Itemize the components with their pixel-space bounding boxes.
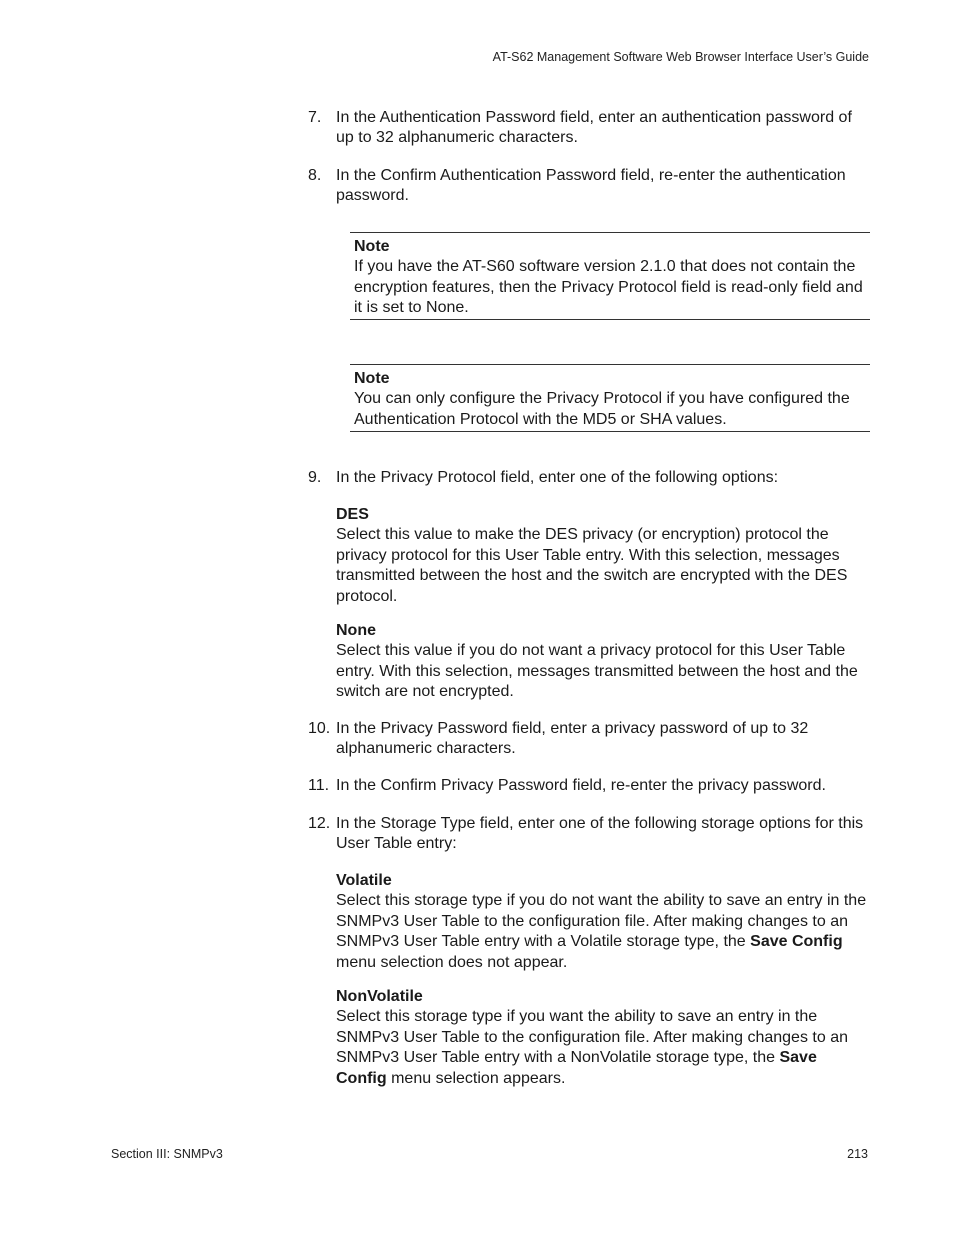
step-text: In the Privacy Password field, enter a privacy password of up to 32 alphanumeric characters. (336, 720, 809, 758)
note-title: Note (354, 238, 390, 255)
step-number: 12. (308, 815, 331, 832)
option-description (336, 891, 870, 973)
note-box (350, 364, 870, 432)
running-header: AT-S62 Management Software Web Browser Interface User’s Guide (492, 50, 869, 64)
option-des (336, 505, 870, 607)
step-text: In the Privacy Protocol field, enter one of the following options: (336, 469, 779, 486)
option-term: DES (336, 506, 369, 523)
option-description (336, 1007, 870, 1089)
step-text: In the Confirm Authentication Password field, re-enter the authentication password. (336, 167, 846, 205)
option-text-part: Select this storage type if you want the ability to save an entry in the SNMPv3 User Table to the configuration file. After making changes to an SNMPv3 User Table entry with a NonVolatile storage type, the (336, 1008, 848, 1067)
step-number: 7. (308, 109, 322, 126)
step-number: 10. (308, 720, 331, 737)
option-text-part: Select this storage type if you do not want the ability to save an entry in the SNMPv3 User Table to the configuration file. After making changes to an SNMPv3 User Table entry with a Volatile storage type, the (336, 892, 867, 951)
option-none (336, 621, 870, 703)
note-text: You can only configure the Privacy Protocol if you have configured the Authentication Protocol with the MD5 or SHA values. (354, 390, 850, 428)
step-text: In the Storage Type field, enter one of the following storage options for this User Table entry: (336, 815, 864, 853)
step-number: 8. (308, 167, 322, 184)
option-term: NonVolatile (336, 988, 423, 1005)
note-title: Note (354, 370, 390, 387)
step-text: In the Authentication Password field, enter an authentication password of up to 32 alphanumeric characters. (336, 109, 852, 147)
option-volatile (336, 871, 870, 973)
option-text-part: menu selection appears. (386, 1069, 566, 1087)
option-description: Select this value if you do not want a privacy protocol for this User Table entry. With this selection, messages transmitted between the host and the switch are not encrypted. (336, 642, 858, 701)
note-box (350, 232, 870, 320)
option-text-part: menu selection does not appear. (336, 953, 568, 971)
page-number: 213 (847, 1147, 868, 1161)
footer-section: Section III: SNMPv3 (111, 1147, 223, 1161)
option-term: Volatile (336, 872, 392, 889)
option-term: None (336, 622, 376, 639)
menu-name: Save Config (336, 1049, 817, 1087)
option-nonvolatile (336, 987, 870, 1089)
note-text: If you have the AT-S60 software version 2.1.0 that does not contain the encryption features, then the Privacy Protocol field is read-only field and it is set to None. (354, 258, 863, 317)
menu-name: Save Config (750, 933, 843, 951)
step-number: 11. (308, 777, 330, 794)
step-number: 9. (308, 469, 322, 486)
option-description: Select this value to make the DES privacy (or encryption) protocol the privacy protocol for this User Table entry. With this selection, messages transmitted between the host and the switch are encrypted with the DES protocol. (336, 526, 848, 605)
step-text: In the Confirm Privacy Password field, re-enter the privacy password. (336, 777, 826, 794)
